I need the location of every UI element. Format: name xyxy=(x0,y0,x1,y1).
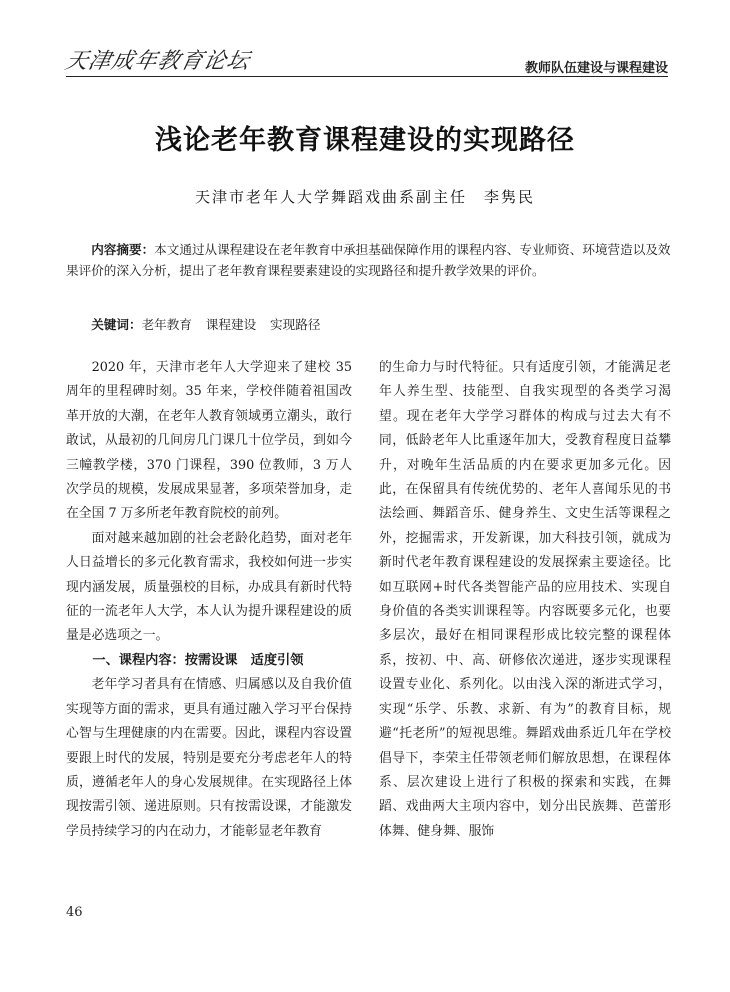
journal-masthead: 天津成年教育论坛 xyxy=(62,49,253,74)
column-label: 教师队伍建设与课程建设 xyxy=(524,61,668,76)
article-author: 天津市老年人大学舞蹈戏曲系副主任 李隽民 xyxy=(194,188,535,206)
keywords xyxy=(66,315,672,336)
page-number: 46 xyxy=(66,905,83,920)
abstract-label: 内容摘要： xyxy=(91,242,155,257)
section-heading: 一、课程内容：按需设课 适度引领 xyxy=(92,652,304,668)
body-paragraph: 老年学习者具有在情感、归属感以及自我价值实现等方面的需求，更具有通过融入学习平台保持心智与生理健康的内在需要。因此，课程内容设置要跟上时代的发展，特别是要充分考虑老年人的特质，遵循老年人的身心发展规律。在实现路径上体现按需引领、递进原则。只有按需设课，才能激发学员持续学习的内在动力，才能彰显老年教育 xyxy=(66,677,352,839)
abstract-text: 本文通过从课程建设在老年教育中承担基础保障作用的课程内容、专业师资、环境营造以及效果评价的深入分析，提出了老年教育课程要素建设的实现路径和提升教学效果的评价。 xyxy=(66,242,671,278)
body-column-right xyxy=(379,356,671,844)
body-paragraph: 2020 年，天津市老年人大学迎来了建校 35 周年的里程碑时刻。35 年来，学校伴随着祖国改革开放的大潮，在老年人教育领域勇立潮头，敢行敢试，从最初的几间房几门课几十位学员，到如今三幢教学楼，370 门课程，390 位教师，3 万人次学员的规模，发展成果显著，多项荣誉加身，走在全国 7 万多所老年教育院校的前列。 xyxy=(66,360,352,522)
keyword: 课程建设 xyxy=(205,317,257,332)
article-title: 浅论老年教育课程建设的实现路径 xyxy=(155,125,575,156)
abstract xyxy=(66,240,672,281)
keywords-label: 关键词： xyxy=(91,317,142,332)
keyword: 老年教育 xyxy=(141,317,192,332)
body-paragraph: 面对越来越加剧的社会老龄化趋势，面对老年人日益增长的多元化教育需求，我校如何进一步实现内涵发展，质量强校的目标，办成具有新时代特征的一流老年人大学，本人认为提升课程建设的质量是必选项之一。 xyxy=(66,530,352,644)
keyword: 实现路径 xyxy=(270,317,321,332)
body-column-left xyxy=(66,356,352,844)
header-rule xyxy=(66,76,668,77)
body-paragraph: 的生命力与时代特征。只有适度引领，才能满足老年人养生型、技能型、自我实现型的各类学习渴望。现在老年大学学习群体的构成与过去大有不同，低龄老年人比重逐年加大，受教育程度日益攀升，对晚年生活品质的内在要求更加多元化。因此，在保留具有传统优势的、老年人喜闻乐见的书法绘画、舞蹈音乐、健身养生、文史生活等课程之外，挖掘需求，开发新课，加大科技引领，就成为新时代老年教育课程建设的发展探索主要途径。比如互联网+时代各类智能产品的应用技术、实现自身价值的各类实训课程等。内容既要多元化，也要多层次，最好在相同课程形成比较完整的课程体系，按初、中、高、研修依次递进，逐步实现课程设置专业化、系列化。以由浅入深的渐进式学习，实现“乐学、乐教、求新、有为”的教育目标，规避“托老所”的短视思维。舞蹈戏曲系近几年在学校倡导下，李荣主任带领老师们解放思想，在课程体系、层次建设上进行了积极的探索和实践，在舞蹈、戏曲两大主项内容中，划分出民族舞、芭蕾形体舞、健身舞、服饰 xyxy=(379,360,671,839)
